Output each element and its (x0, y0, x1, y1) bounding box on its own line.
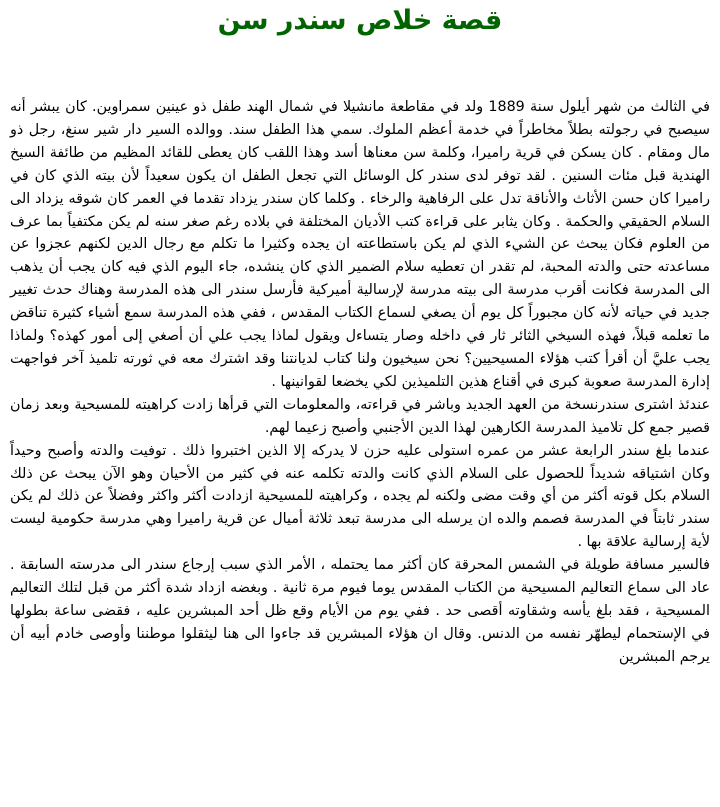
paragraph: عندما بلغ سندر الرابعة عشر من عمره استولى عليه حزن لا يدركه إلا الذين اختبروا ذلك . توفيت والدته وأصبح وحيداً وكان اشتياقه شديداً للحصول على السلام الذي كانت والدته تكلمه عنه في كثير من الأحيان وهو الآن يبحث عن ذلك السلام بكل قوته أكثر من أي وقت مضى ولكنه لم يجده ، وكراهيته للمسيحية ازدادت أكثر واكثر وفضلاً عن ذلك لم يكن سندر ثابتاً في المدرسة فصمم والده ان يرسله الى مدرسة تبعد ثلاثة أميال عن قرية راميرا وهي مدرسة حكومية ليست لأية إرسالية علاقة بها . (10, 442, 710, 551)
document-body (10, 96, 710, 669)
paragraph: في الثالث من شهر أيلول سنة 1889 ولد في مقاطعة مانشيلا في شمال الهند طفل ذو عينين سمراوين. كان يبشر أنه سيصبح في رجولته بطلاً مخاطراً في خدمة أعظم الملوك. سمي هذا الطفل سند. ووالده السير دار شير سنغ، رجل ذو مال ومقام . كان يسكن في قرية راميرا، وكلمة سن معناها أسد وهذا اللقب كان يعطى للقائد المظيم من طائفة السيخ الهندية قبل مئات السنين . لقد توفر لدى سندر كل الوسائل التي تجعل الطفل ان يكون سعيداً لأن بيته الذي كان في راميرا كان حسن الأثاث والأناقة تدل على الرفاهية والرخاء . وكلما كان سندر يزداد تقدما في العمر كان شوقه يزداد الى السلام الحقيقي والحكمة . وكان يثابر على قراءة كتب الأديان المختلفة في بلاده رغم صغر سنه لم يكن مكتفياً بما عرف من العلوم فكان يبحث عن الشيء الذي لم يكن باستطاعته ان يجده وكثيرا ما تكلم مع رجال الدين لكنهم عجزوا عن مساعدته حتى والدته المحبة، لم تقدر ان تعطيه سلام الضمير الذي كان ينشده، جاء اليوم الذي فيه كان يجب أن يذهب الى المدرسة فكانت أقرب مدرسة الى بيته مدرسة لإرسالية أميركية فأرسل سندر الى هذه المدرسة وهناك حدث تغيير جديد في حياته لأنه كان مجبوراً كل يوم أن يصغي لسماع الكتاب المقدس ، ففي هذه المدرسة سمع أشياء كثيرة تناقض ما تعلمه قبلاً، فهذه السيخي الثائر ثار في داخله وصار يتساءل ويقول لماذا يجب علي أن أصغي إلى أمور كهذه؟ ولماذا يجب عليَّ أن أقرأ كتب هؤلاء المسيحيين؟ نحن سيخيون ولنا كتاب لديانتنا وقد اشترك معه في ثورته تلميذ آخر فواجهت إدارة المدرسة صعوبة كبرى في أقناع هذين التلميذين لكي يخضعا لقوانينها . (10, 99, 710, 390)
paragraph: فالسير مسافة طويلة في الشمس المحرقة كان أكثر مما يحتمله ، الأمر الذي سبب إرجاع سندر الى مدرسته السابقة . عاد الى سماع التعاليم المسيحية من الكتاب المقدس يوما فيوم مرة ثانية . وبغضه ازداد شدة أكثر من قبل لتلك التعاليم المسيحية ، فقد بلغ يأسه وشقاوته أقصى حد . ففي يوم من الأيام وقع ظل أحد المبشرين عليه ، فقضى ساعة بطولها في الإستحمام ليطهّر نفسه من الدنس. وقال ان هؤلاء المبشرين قد جاءوا الى هنا ليثقلوا موطننا وأوصى خادم أبيه أن يرجم المبشرين (10, 557, 710, 665)
paragraph: عندئذ اشترى سندرنسخة من العهد الجديد وباشر في قراءته، والمعلومات التي قرأها زادت كراهيته للمسيحية وبعد زمان قصير جمع كل تلاميذ المدرسة الكارهين لهذا الدين الأجنبي وأصبح زعيما لهم. (10, 396, 710, 436)
document-title: قصة خلاص سندر سن (217, 5, 503, 36)
